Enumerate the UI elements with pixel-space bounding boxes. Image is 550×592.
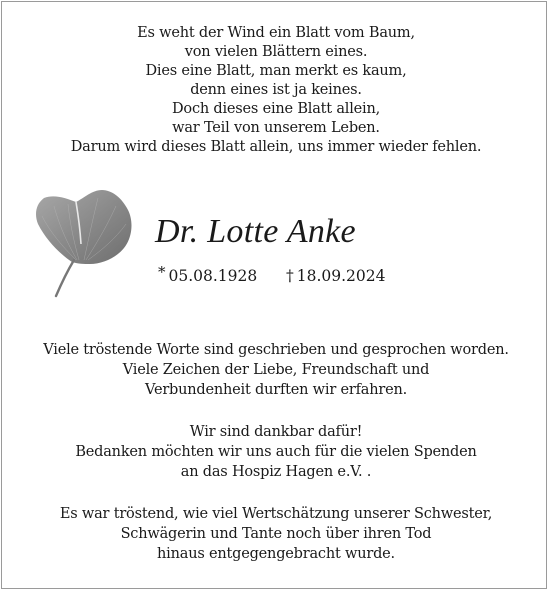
thanks-line: Viele tröstende Worte sind geschrieben und gesprochen worden. (43, 342, 509, 358)
poem-line: denn eines ist ja keines. (190, 82, 362, 98)
death-date: 18.09.2024 (296, 267, 386, 285)
thanks-line: an das Hospiz Hagen e.V. . (180, 464, 372, 480)
birth-symbol: * (158, 263, 166, 281)
thanks-line: Schwägerin und Tante noch über ihren Tod (120, 526, 432, 542)
deceased-name: Dr. Lotte Anke (155, 213, 356, 250)
birth-date-group (158, 264, 257, 288)
thanks-line: Viele Zeichen der Liebe, Freundschaft und (122, 362, 430, 378)
thanks-line: hinaus entgegengebracht wurde. (157, 546, 395, 562)
poem-line: Darum wird dieses Blatt allein, uns immer wieder fehlen. (70, 139, 482, 155)
death-symbol: † (286, 267, 294, 285)
thanks-text (2, 340, 550, 564)
thanks-line: Bedanken möchten wir uns auch für die vielen Spenden (75, 444, 477, 460)
thanks-line: Es war tröstend, wie viel Wertschätzung unserer Schwester, (59, 506, 493, 522)
birth-date: 05.08.1928 (168, 267, 258, 285)
paragraph-gap (2, 400, 550, 422)
poem-line: Dies eine Blatt, man merkt es kaum, (145, 63, 407, 79)
death-date-group (286, 264, 386, 288)
poem-line: Doch dieses eine Blatt allein, (171, 101, 381, 117)
thanks-line: Verbundenheit durften wir erfahren. (145, 382, 407, 398)
paragraph-gap (2, 482, 550, 504)
poem-line: war Teil von unserem Leben. (172, 120, 380, 136)
poem (2, 24, 550, 157)
thanks-line: Wir sind dankbar dafür! (189, 424, 363, 440)
poem-line: Es weht der Wind ein Blatt vom Baum, (137, 25, 415, 41)
ginkgo-leaf-icon (32, 188, 136, 298)
obituary-notice (1, 1, 547, 589)
poem-line: von vielen Blättern eines. (184, 44, 368, 60)
